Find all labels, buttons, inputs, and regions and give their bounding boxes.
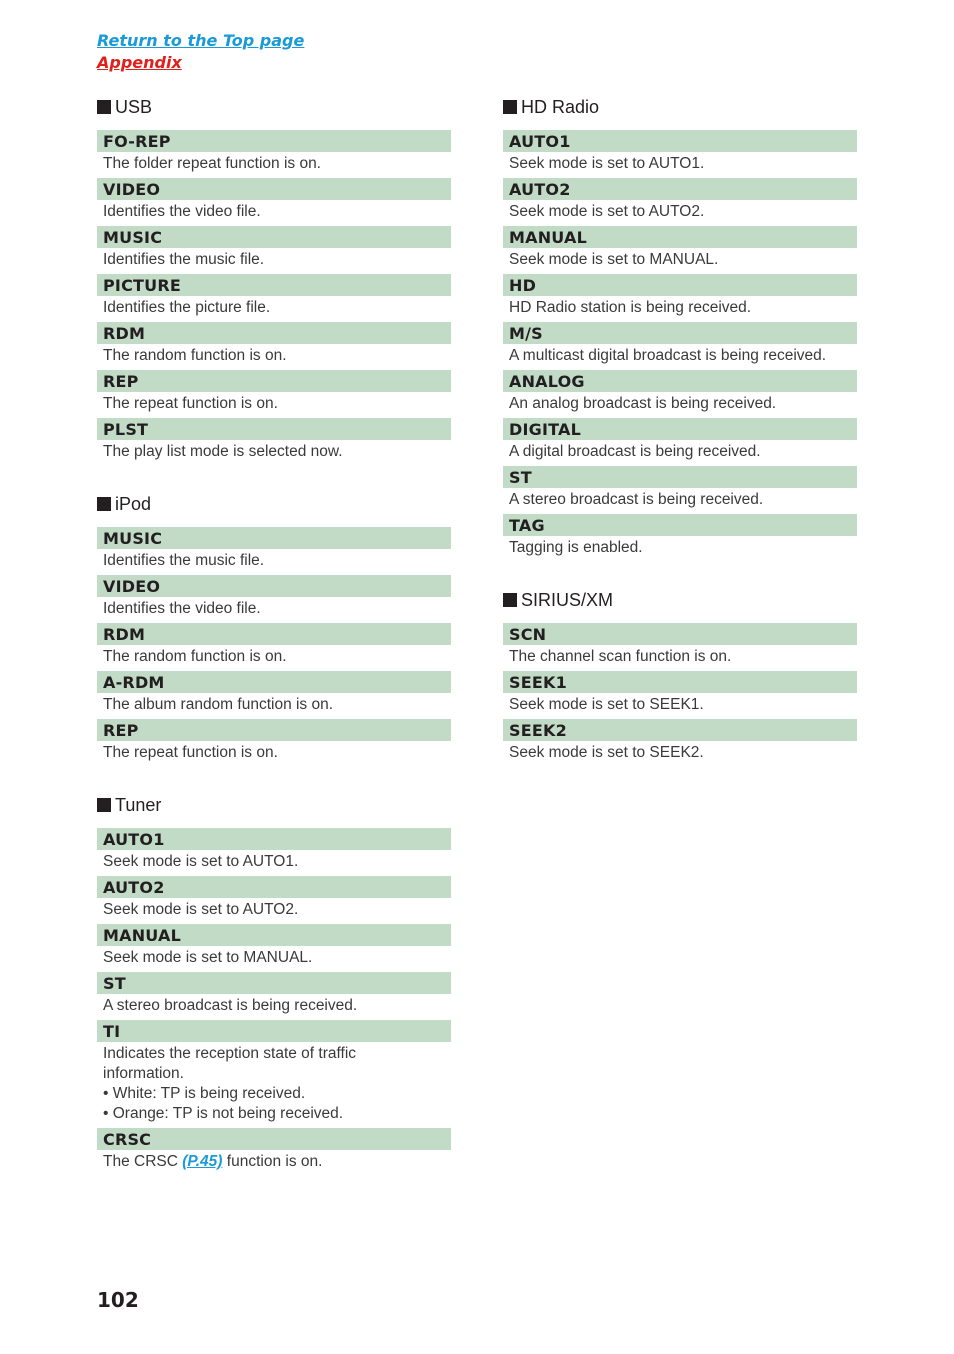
item-description: The repeat function is on. xyxy=(103,395,278,412)
item-description: Seek mode is set to AUTO2. xyxy=(103,901,299,918)
item-label: AUTO2 xyxy=(97,876,451,898)
section-sirius-xm xyxy=(503,588,857,767)
item-label: ST xyxy=(97,972,451,994)
item-label: TAG xyxy=(503,514,857,536)
item-label: MANUAL xyxy=(97,924,451,946)
item-description: Tagging is enabled. xyxy=(509,539,643,556)
item-label: SEEK2 xyxy=(503,719,857,741)
item-description: HD Radio station is being received. xyxy=(509,299,752,316)
item-label: RDM xyxy=(97,623,451,645)
item-label: MANUAL xyxy=(503,226,857,248)
section-title: Tuner xyxy=(97,793,451,817)
item-label: ST xyxy=(503,466,857,488)
item-description: The channel scan function is on. xyxy=(509,648,732,665)
item-label: PICTURE xyxy=(97,274,451,296)
item-description: The random function is on. xyxy=(103,347,287,364)
section-tuner xyxy=(97,793,451,1176)
item-label: REP xyxy=(97,370,451,392)
item-description: Seek mode is set to MANUAL. xyxy=(509,251,719,268)
section-hd-radio xyxy=(503,95,857,562)
item-label: CRSC xyxy=(97,1128,451,1150)
item-description: Seek mode is set to SEEK1. xyxy=(509,696,704,713)
item-label: AUTO1 xyxy=(503,130,857,152)
item-label: DIGITAL xyxy=(503,418,857,440)
item-label: TI xyxy=(97,1020,451,1042)
item-description: Seek mode is set to MANUAL. xyxy=(103,949,313,966)
item-label: ANALOG xyxy=(503,370,857,392)
item-description: The play list mode is selected now. xyxy=(103,443,343,460)
item-label: SCN xyxy=(503,623,857,645)
item-label: FO-REP xyxy=(97,130,451,152)
item-label: HD xyxy=(503,274,857,296)
item-description: Identifies the picture file. xyxy=(103,299,271,316)
item-description: Identifies the music file. xyxy=(103,552,265,569)
item-label: VIDEO xyxy=(97,178,451,200)
square-bullet-icon xyxy=(97,497,111,511)
item-description: A digital broadcast is being received. xyxy=(509,443,761,460)
item-description: The repeat function is on. xyxy=(103,744,278,761)
item-label: REP xyxy=(97,719,451,741)
item-label: SEEK1 xyxy=(503,671,857,693)
item-description: Identifies the video file. xyxy=(103,600,261,617)
item-description: The album random function is on. xyxy=(103,696,334,713)
appendix-link[interactable]: Appendix xyxy=(97,53,182,72)
square-bullet-icon xyxy=(97,100,111,114)
top-navigation xyxy=(97,30,304,74)
item-description: Identifies the video file. xyxy=(103,203,261,220)
item-label: AUTO2 xyxy=(503,178,857,200)
square-bullet-icon xyxy=(503,100,517,114)
item-label: AUTO1 xyxy=(97,828,451,850)
item-description: Seek mode is set to AUTO1. xyxy=(103,853,299,870)
item-label: MUSIC xyxy=(97,226,451,248)
item-description: The folder repeat function is on. xyxy=(103,155,321,172)
item-description: Identifies the music file. xyxy=(103,251,265,268)
square-bullet-icon xyxy=(503,593,517,607)
section-ipod xyxy=(97,492,451,767)
page-number: 102 xyxy=(97,1288,139,1312)
right-column xyxy=(503,95,857,793)
item-label: M/S xyxy=(503,322,857,344)
item-label: RDM xyxy=(97,322,451,344)
item-label: VIDEO xyxy=(97,575,451,597)
item-description: The random function is on. xyxy=(103,648,287,665)
section-title: iPod xyxy=(97,492,451,516)
left-column xyxy=(97,95,451,1202)
square-bullet-icon xyxy=(97,798,111,812)
page-reference-link[interactable]: (P.45) xyxy=(182,1153,223,1170)
item-description: Indicates the reception state of traffic information. • White: TP is being received. • Orange: TP is not being received. xyxy=(103,1045,357,1122)
section-usb xyxy=(97,95,451,466)
section-title: USB xyxy=(97,95,451,119)
item-description: Seek mode is set to SEEK2. xyxy=(509,744,704,761)
item-label: PLST xyxy=(97,418,451,440)
item-description: Seek mode is set to AUTO1. xyxy=(509,155,705,172)
section-title: HD Radio xyxy=(503,95,857,119)
item-label: A-RDM xyxy=(97,671,451,693)
item-description: Seek mode is set to AUTO2. xyxy=(509,203,705,220)
item-description: The CRSC (P.45) function is on. xyxy=(103,1153,323,1170)
item-description: An analog broadcast is being received. xyxy=(509,395,777,412)
item-description: A multicast digital broadcast is being received. xyxy=(509,347,827,364)
item-label: MUSIC xyxy=(97,527,451,549)
return-to-top-link[interactable]: Return to the Top page xyxy=(97,31,305,50)
section-title: SIRIUS/XM xyxy=(503,588,857,612)
item-description: A stereo broadcast is being received. xyxy=(103,997,358,1014)
item-description: A stereo broadcast is being received. xyxy=(509,491,764,508)
